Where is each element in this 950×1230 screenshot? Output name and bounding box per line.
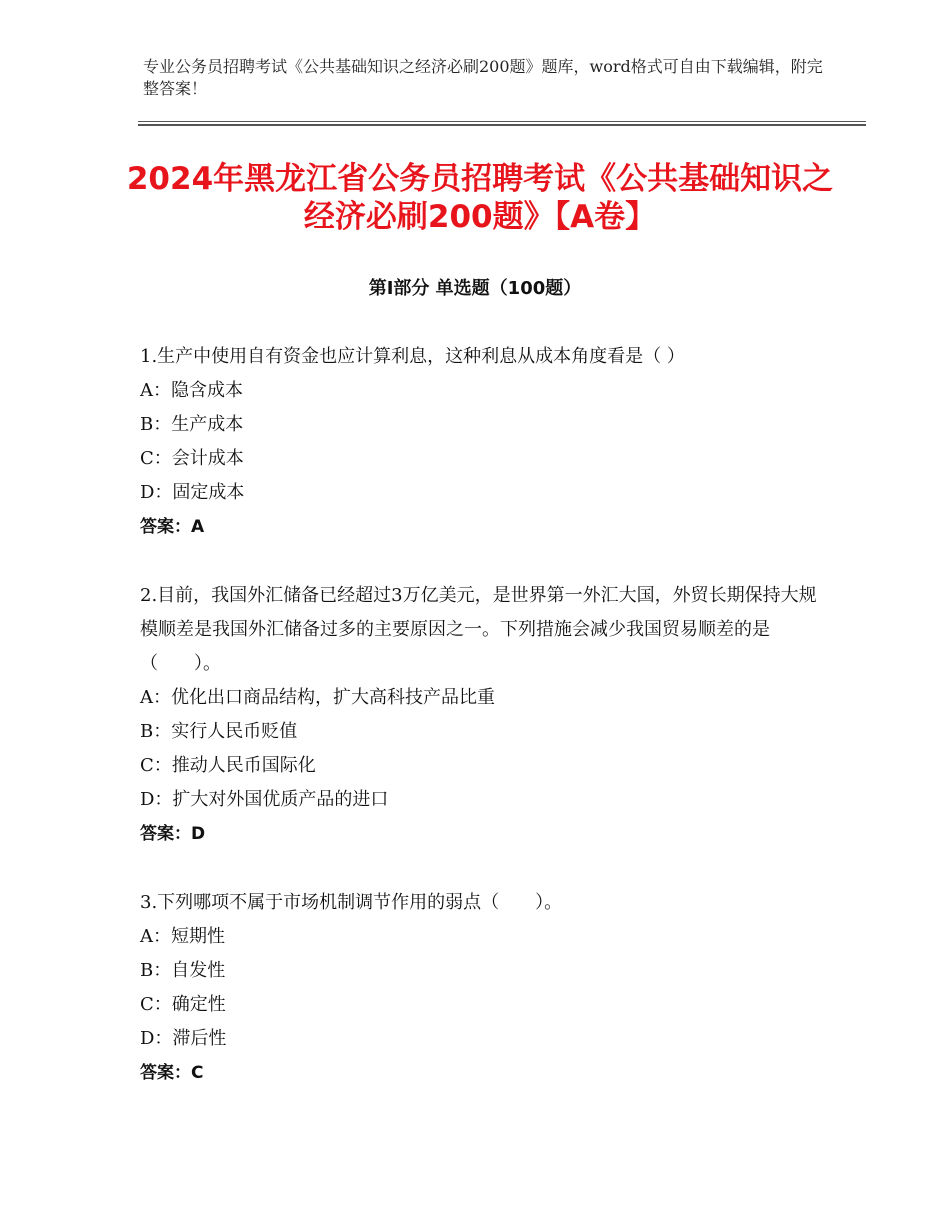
answer: 答案：C bbox=[140, 1063, 204, 1083]
document-title: 2024年黑龙江省公务员招聘考试《公共基础知识之经济必刷200题》【A卷】 bbox=[126, 161, 834, 235]
option-c: C：确定性 bbox=[140, 994, 226, 1015]
answer: 答案：D bbox=[140, 824, 206, 844]
question-stem: 2.目前，我国外汇储备已经超过3万亿美元，是世界第一外汇大国，外贸长期保持大规模顺差是我国外汇储备过多的主要原因之一。下列措施会减少我国贸易顺差的是（ ）。 bbox=[140, 585, 817, 674]
option-d: D：滞后性 bbox=[140, 1028, 227, 1049]
option-a: A：优化出口商品结构，扩大高科技产品比重 bbox=[140, 687, 495, 708]
option-c: C：推动人民币国际化 bbox=[140, 755, 316, 776]
header-rule-thick bbox=[138, 124, 866, 126]
option-d: D：扩大对外国优质产品的进口 bbox=[140, 789, 389, 810]
option-a: A：短期性 bbox=[140, 926, 225, 947]
question-1 bbox=[140, 340, 820, 544]
section-title: 第Ⅰ部分 单选题（100题） bbox=[368, 278, 582, 299]
question-2 bbox=[140, 579, 820, 851]
option-c: C：会计成本 bbox=[140, 448, 244, 469]
option-d: D：固定成本 bbox=[140, 482, 245, 503]
option-a: A：隐含成本 bbox=[140, 380, 243, 401]
answer: 答案：A bbox=[140, 517, 205, 537]
option-b: B：自发性 bbox=[140, 960, 226, 981]
question-stem: 3.下列哪项不属于市场机制调节作用的弱点（ ）。 bbox=[140, 892, 563, 913]
header-note: 专业公务员招聘考试《公共基础知识之经济必刷200题》题库，word格式可自由下载编辑，附完整答案！ bbox=[143, 57, 823, 98]
option-b: B：实行人民币贬值 bbox=[140, 721, 298, 742]
option-b: B：生产成本 bbox=[140, 414, 244, 435]
question-3 bbox=[140, 886, 820, 1090]
question-stem: 1.生产中使用自有资金也应计算利息，这种利息从成本角度看是（ ） bbox=[140, 346, 685, 367]
header-rule-thin bbox=[138, 121, 866, 122]
